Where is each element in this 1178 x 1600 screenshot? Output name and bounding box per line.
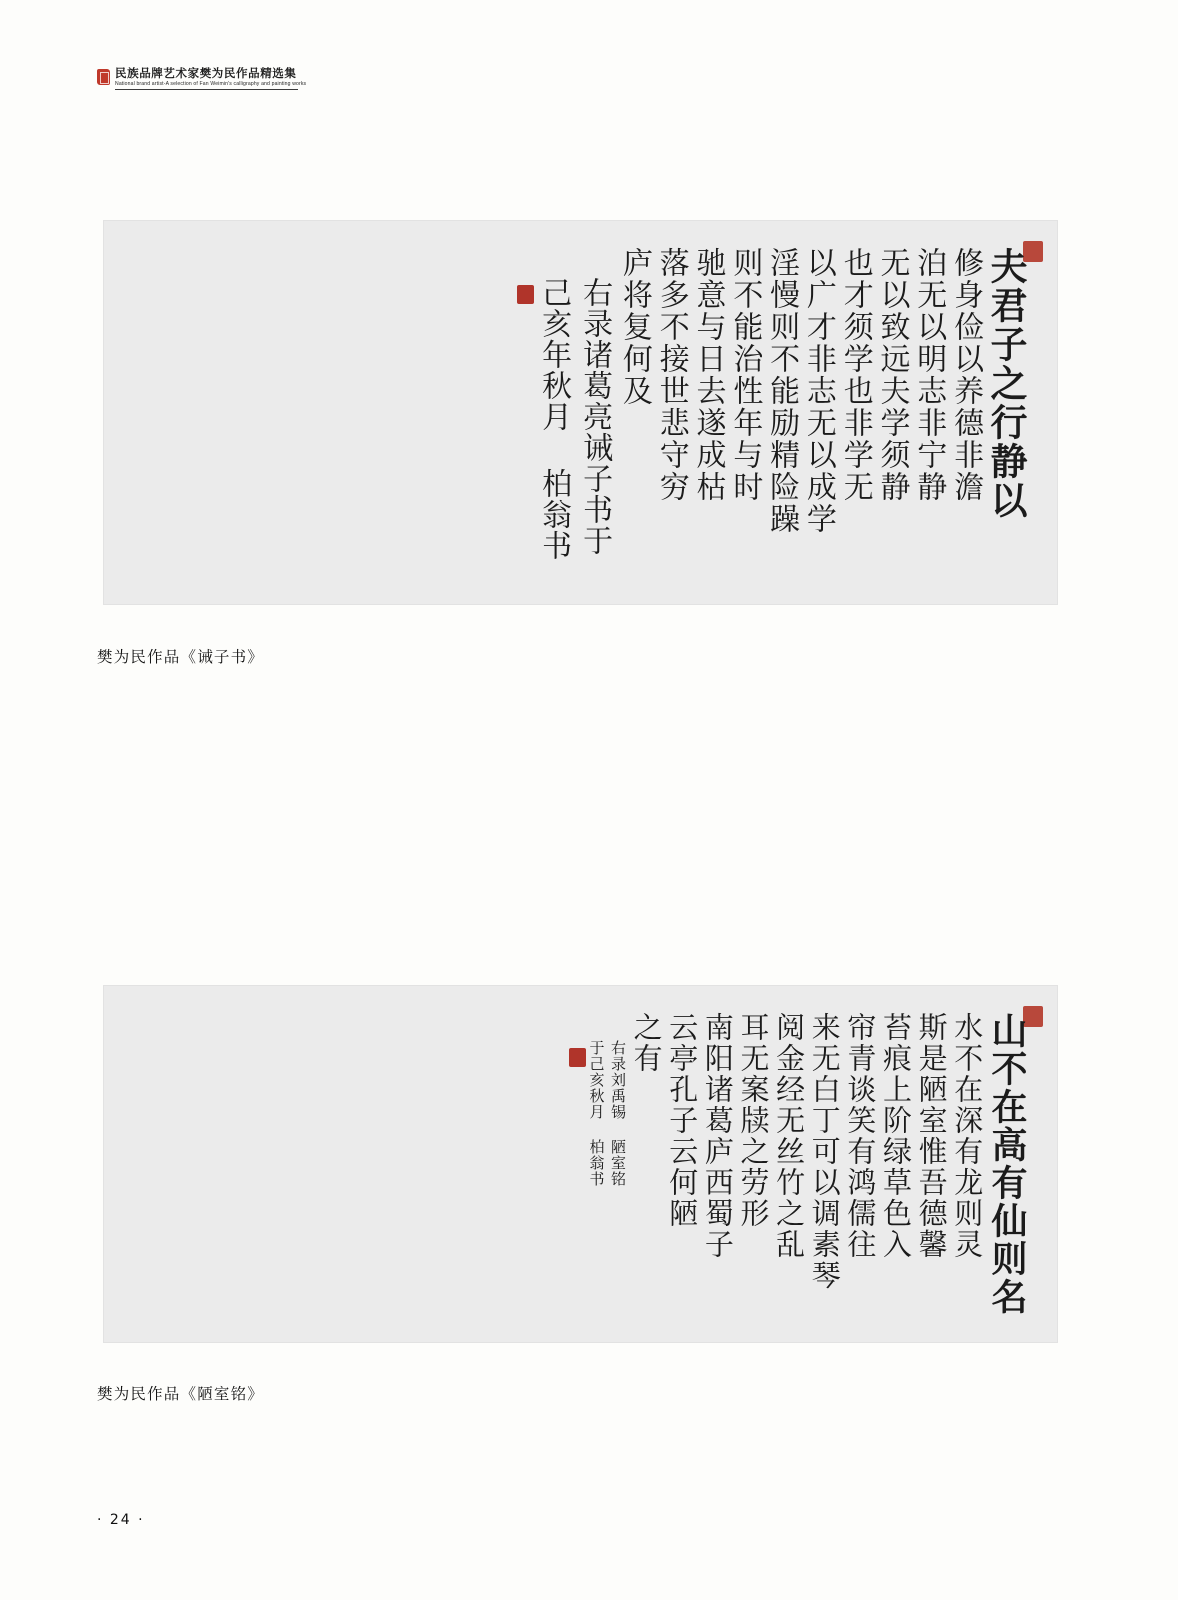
- running-head-title-en: National brand artist-A selection of Fan Weimin's calligraphy and painting works: [115, 82, 298, 90]
- calligraphy-column: 以广才非志无以成学: [800, 247, 836, 535]
- signature-seal-icon: [517, 285, 534, 304]
- calligraphy-column: 来无白丁可以调素琴: [807, 1012, 842, 1291]
- calligraphy-column: 苔痕上阶绿草色入: [879, 1012, 913, 1260]
- calligraphy-column: 庐将复何及: [616, 247, 652, 407]
- signature-seal-icon: [569, 1048, 586, 1067]
- calligraphy-columns: [104, 221, 1057, 604]
- calligraphy-column: 泊无以明志非宁静: [911, 247, 947, 503]
- signature-column: [517, 247, 573, 561]
- signature-text: 己亥年秋月 柏翁书: [536, 277, 572, 561]
- signature-column: 右录诸葛亮诫子书于: [577, 277, 613, 556]
- seal-logo-icon: [97, 69, 110, 85]
- signature-column: 右录刘禹锡 陋室铭: [609, 1040, 627, 1187]
- artwork-plate-loushiming: [103, 985, 1058, 1343]
- calligraphy-column: 耳无案牍之劳形: [736, 1012, 771, 1229]
- artwork-caption-loushiming: 樊为民作品《陋室铭》: [97, 1385, 265, 1403]
- signature-text: 于己亥秋月 柏翁书: [587, 1040, 606, 1187]
- calligraphy-column: 落多不接世悲守穷: [653, 247, 689, 503]
- signature-column: [569, 1012, 606, 1187]
- calligraphy-column: 帘青谈笑有鸿儒往: [843, 1012, 878, 1260]
- calligraphy-column: 阅金经无丝竹之乱: [772, 1012, 807, 1260]
- calligraphy-column: 也才须学也非学无: [837, 247, 873, 503]
- calligraphy-column: 之有: [629, 1012, 664, 1074]
- artwork-plate-jiezishu: [103, 220, 1058, 605]
- running-head-title-cn: 民族品牌艺术家樊为民作品精选集: [115, 68, 297, 80]
- running-head-text: [115, 68, 307, 90]
- calligraphy-column: 水不在深有龙则灵: [950, 1012, 985, 1260]
- calligraphy-column: 山不在高有仙则名: [986, 1012, 1028, 1316]
- calligraphy-column: 云亭孔子云何陋: [665, 1012, 700, 1229]
- calligraphy-column: 斯是陋室惟吾德馨: [914, 1012, 949, 1260]
- calligraphy-columns: [104, 986, 1057, 1342]
- calligraphy-column: 无以致远夫学须静: [874, 247, 910, 503]
- calligraphy-column: 驰意与日去遂成枯: [690, 247, 726, 503]
- calligraphy-column: 修身俭以养德非澹: [948, 247, 984, 503]
- calligraphy-column: 则不能治性年与时: [727, 247, 763, 503]
- calligraphy-column: 南阳诸葛庐西蜀子: [700, 1012, 735, 1260]
- calligraphy-column: 淫慢则不能励精险躁: [764, 247, 800, 535]
- calligraphy-column: 夫君子之行静以: [984, 247, 1028, 520]
- artwork-caption-jiezishu: 樊为民作品《诫子书》: [97, 648, 265, 666]
- running-head: [97, 68, 307, 90]
- page-number: · 24 ·: [97, 1512, 145, 1528]
